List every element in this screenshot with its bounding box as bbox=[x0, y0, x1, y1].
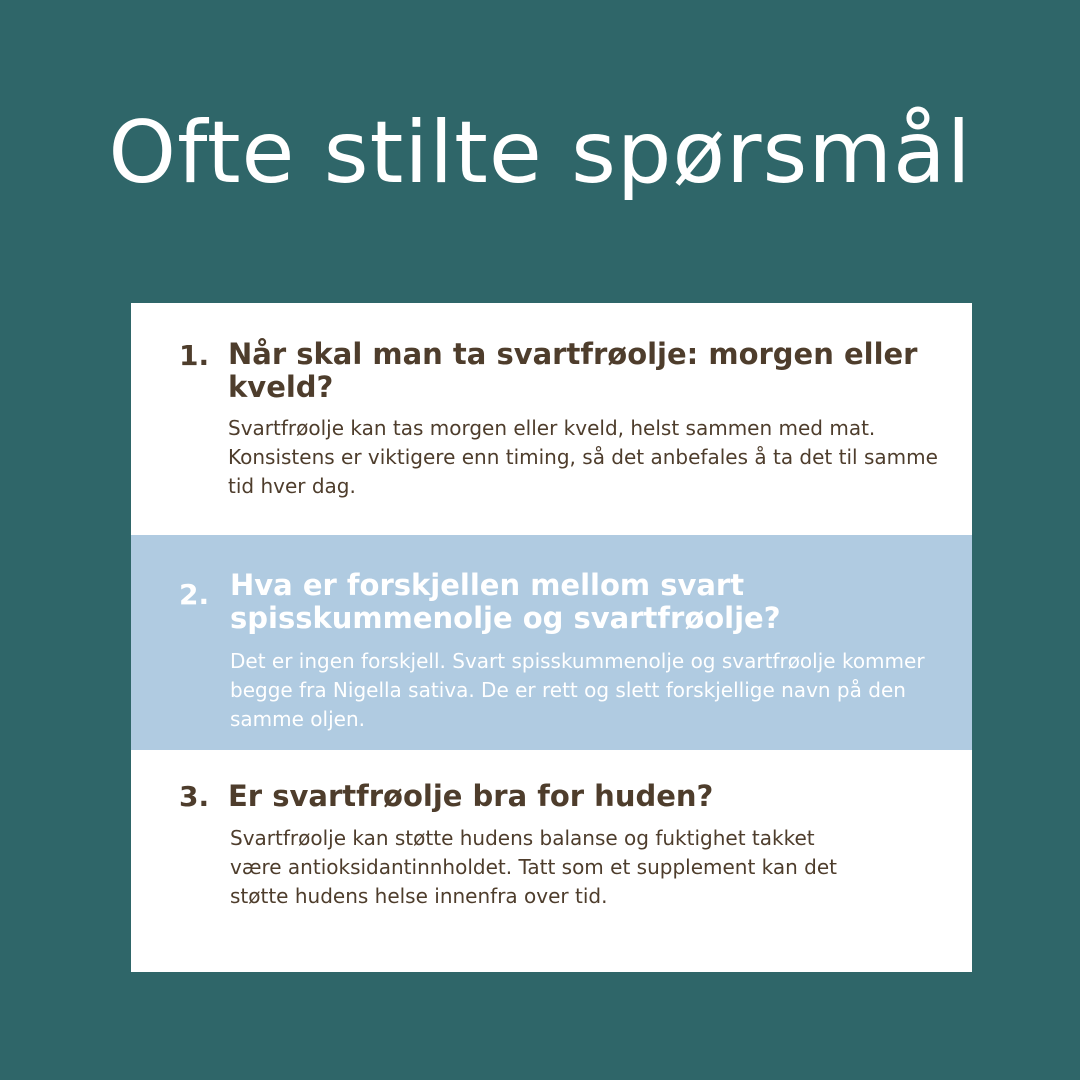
faq-question: Hva er forskjellen mellom svart spisskummenolje og svartfrøolje? bbox=[230, 568, 781, 635]
faq-number: 3. bbox=[179, 780, 210, 813]
faq-item-2[interactable] bbox=[131, 535, 972, 750]
faq-item-1[interactable] bbox=[131, 303, 972, 535]
faq-question: Er svartfrøolje bra for huden? bbox=[228, 779, 714, 813]
faq-number: 1. bbox=[179, 339, 210, 372]
faq-answer: Svartfrøolje kan støtte hudens balanse og fuktighet takket være antioksidantinnholdet. Tatt som et supplement kan det støtte hudens helse innenfra over tid. bbox=[230, 826, 838, 908]
faq-answer: Svartfrøolje kan tas morgen eller kveld, helst sammen med mat. Konsistens er viktigere enn timing, så det anbefales å ta det til samme tid hver dag. bbox=[228, 416, 938, 498]
faq-question: Når skal man ta svartfrøolje: morgen eller kveld? bbox=[228, 337, 918, 404]
faq-card bbox=[131, 303, 972, 972]
faq-number: 2. bbox=[179, 578, 210, 611]
faq-answer: Det er ingen forskjell. Svart spisskummenolje og svartfrøolje kommer begge fra Nigella sativa. De er rett og slett forskjellige navn på den samme oljen. bbox=[230, 649, 925, 731]
faq-item-3[interactable] bbox=[131, 750, 972, 972]
page-title: Ofte stilte spørsmål bbox=[108, 103, 972, 203]
